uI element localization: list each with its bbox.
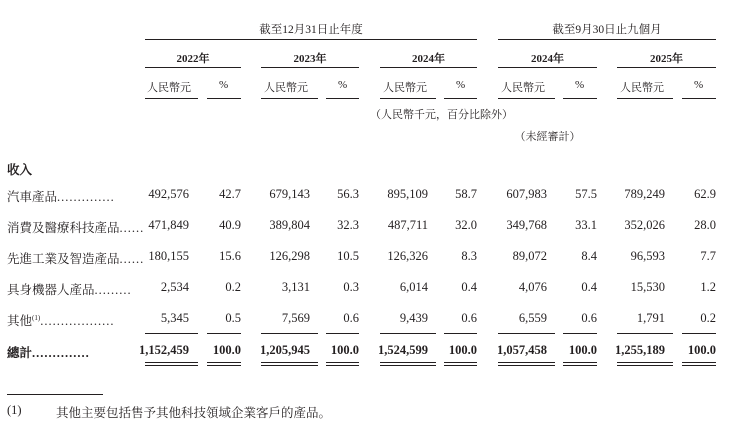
table-cell: 349,768 — [506, 218, 547, 232]
unit-rmb-2023: 人民幣元 — [264, 82, 308, 94]
table-cell: 42.7 — [219, 187, 241, 201]
total-cell: 1,057,458 — [497, 343, 547, 357]
unit-rule-pct-2023 — [326, 98, 359, 99]
table-cell: 1.2 — [700, 280, 716, 294]
subtotal-rule-c3 — [261, 333, 318, 334]
subtotal-rule-c10 — [682, 333, 716, 334]
year-rule-2024 — [380, 67, 477, 68]
year-header-2022: 2022年 — [176, 53, 210, 65]
unaudited-note: （未經審計） — [514, 131, 581, 143]
total-rule-c8 — [563, 362, 597, 366]
unit-rmb-2024: 人民幣元 — [383, 82, 427, 94]
total-cell: 1,524,599 — [378, 343, 428, 357]
total-rule-c6 — [444, 362, 477, 366]
total-cell: 100.0 — [212, 343, 241, 357]
table-cell: 607,983 — [506, 187, 547, 201]
table-cell: 679,143 — [269, 187, 310, 201]
total-cell: 100.0 — [687, 343, 716, 357]
year-header-2024-9m: 2024年 — [531, 53, 564, 65]
subtotal-rule-c5 — [380, 333, 436, 334]
unit-rule-pct-2024-9m — [563, 98, 597, 99]
row-label-robotics: 具身機器人產品......... — [7, 283, 132, 297]
table-cell: 28.0 — [694, 218, 716, 232]
table-cell: 10.5 — [337, 249, 359, 263]
unit-rule-pct-2024 — [444, 98, 477, 99]
table-cell: 56.3 — [337, 187, 359, 201]
unit-rule-pct-2022 — [207, 98, 241, 99]
table-cell: 389,804 — [269, 218, 310, 232]
table-cell: 471,849 — [148, 218, 189, 232]
subtotal-rule-c1 — [145, 333, 198, 334]
table-cell: 0.4 — [461, 280, 477, 294]
year-rule-2023 — [261, 67, 359, 68]
unit-pct-2023: % — [338, 79, 348, 91]
table-cell: 89,072 — [512, 249, 547, 263]
total-cell: 1,152,459 — [139, 343, 189, 357]
unit-rule-rmb-2025-9m — [617, 98, 673, 99]
table-cell: 492,576 — [148, 187, 189, 201]
total-rule-c10 — [682, 362, 716, 366]
year-rule-2022 — [145, 67, 241, 68]
total-rule-c3 — [261, 362, 318, 366]
year-header-2024: 2024年 — [412, 53, 445, 65]
table-cell: 5,345 — [160, 311, 189, 325]
unit-rule-rmb-2022 — [145, 98, 198, 99]
table-cell: 487,711 — [387, 218, 428, 232]
unit-rmb-2025-9m: 人民幣元 — [620, 82, 664, 94]
unit-pct-2022: % — [219, 79, 229, 91]
row-label-consumer-medical: 消費及醫療科技產品...... — [7, 221, 145, 235]
header-group-nine-months-rule — [498, 39, 716, 40]
year-rule-2025-9m — [617, 67, 716, 68]
table-cell: 352,026 — [624, 218, 665, 232]
subtotal-rule-c6 — [444, 333, 477, 334]
footnote-marker: (1) — [7, 403, 22, 417]
table-cell: 1,791 — [636, 311, 665, 325]
header-group-fiscal-year-rule — [145, 39, 477, 40]
unit-rule-rmb-2023 — [261, 98, 318, 99]
unit-pct-2024: % — [456, 79, 466, 91]
total-rule-c5 — [380, 362, 436, 366]
row-label-others: 其他$^{(1)}$.................. — [7, 314, 115, 328]
total-cell: 1,255,189 — [615, 343, 665, 357]
table-cell: 7,569 — [281, 311, 310, 325]
total-cell: 100.0 — [568, 343, 597, 357]
total-rule-c2 — [207, 362, 241, 366]
total-rule-c7 — [498, 362, 555, 366]
table-cell: 32.3 — [337, 218, 359, 232]
table-cell: 58.7 — [455, 187, 477, 201]
table-cell: 126,298 — [269, 249, 310, 263]
table-cell: 4,076 — [518, 280, 547, 294]
table-cell: 9,439 — [399, 311, 428, 325]
table-cell: 6,559 — [518, 311, 547, 325]
table-cell: 32.0 — [455, 218, 477, 232]
table-cell: 6,014 — [399, 280, 428, 294]
table-cell: 789,249 — [624, 187, 665, 201]
footnote-ref: (1) — [32, 314, 41, 322]
subtotal-rule-c7 — [498, 333, 555, 334]
table-cell: 0.3 — [343, 280, 359, 294]
table-cell: 8.3 — [461, 249, 477, 263]
table-cell: 96,593 — [630, 249, 665, 263]
unit-pct-2024-9m: % — [575, 79, 585, 91]
table-cell: 3,131 — [281, 280, 310, 294]
table-cell: 15.6 — [219, 249, 241, 263]
unit-rule-rmb-2024 — [380, 98, 436, 99]
table-cell: 126,326 — [387, 249, 428, 263]
header-group-nine-months: 截至9月30日止九個月 — [552, 24, 662, 36]
table-cell: 62.9 — [694, 187, 716, 201]
footnote-rule — [7, 394, 103, 395]
table-cell: 0.2 — [225, 280, 241, 294]
header-group-fiscal-year: 截至12月31日止年度 — [259, 24, 363, 36]
subtotal-rule-c4 — [326, 333, 359, 334]
table-cell: 7.7 — [700, 249, 716, 263]
total-rule-c9 — [617, 362, 673, 366]
total-cell: 1,205,945 — [260, 343, 310, 357]
table-cell: 0.5 — [225, 311, 241, 325]
table-cell: 33.1 — [575, 218, 597, 232]
row-label-total: 總計.............. — [7, 346, 90, 360]
table-cell: 0.6 — [581, 311, 597, 325]
unit-note: （人民幣千元，百分比除外） — [370, 109, 513, 121]
total-rule-c4 — [326, 362, 359, 366]
row-label-automotive: 汽車產品.............. — [7, 190, 115, 204]
table-cell: 15,530 — [630, 280, 665, 294]
table-cell: 2,534 — [160, 280, 189, 294]
year-rule-2024-9m — [498, 67, 597, 68]
year-header-2025-9m: 2025年 — [650, 53, 683, 65]
table-cell: 0.6 — [343, 311, 359, 325]
table-cell: 0.4 — [581, 280, 597, 294]
total-cell: 100.0 — [330, 343, 359, 357]
table-cell: 895,109 — [387, 187, 428, 201]
total-rule-c1 — [145, 362, 198, 366]
table-cell: 0.6 — [461, 311, 477, 325]
table-cell: 40.9 — [219, 218, 241, 232]
table-cell: 57.5 — [575, 187, 597, 201]
table-cell: 180,155 — [148, 249, 189, 263]
subtotal-rule-c2 — [207, 333, 241, 334]
subtotal-rule-c8 — [563, 333, 597, 334]
footnote-text: 其他主要包括售予其他科技領域企業客戶的產品。 — [56, 406, 332, 420]
table-cell: 8.4 — [581, 249, 597, 263]
unit-rmb-2024-9m: 人民幣元 — [501, 82, 545, 94]
year-header-2023: 2023年 — [293, 53, 327, 65]
table-cell: 0.2 — [700, 311, 716, 325]
unit-rmb-2022: 人民幣元 — [147, 82, 191, 94]
section-title-revenue: 收入 — [7, 163, 33, 177]
row-label-industrial: 先進工業及智造產品...... — [7, 252, 145, 266]
subtotal-rule-c9 — [617, 333, 673, 334]
unit-rule-pct-2025-9m — [682, 98, 716, 99]
total-cell: 100.0 — [448, 343, 477, 357]
unit-rule-rmb-2024-9m — [498, 98, 555, 99]
unit-pct-2025-9m: % — [694, 79, 704, 91]
